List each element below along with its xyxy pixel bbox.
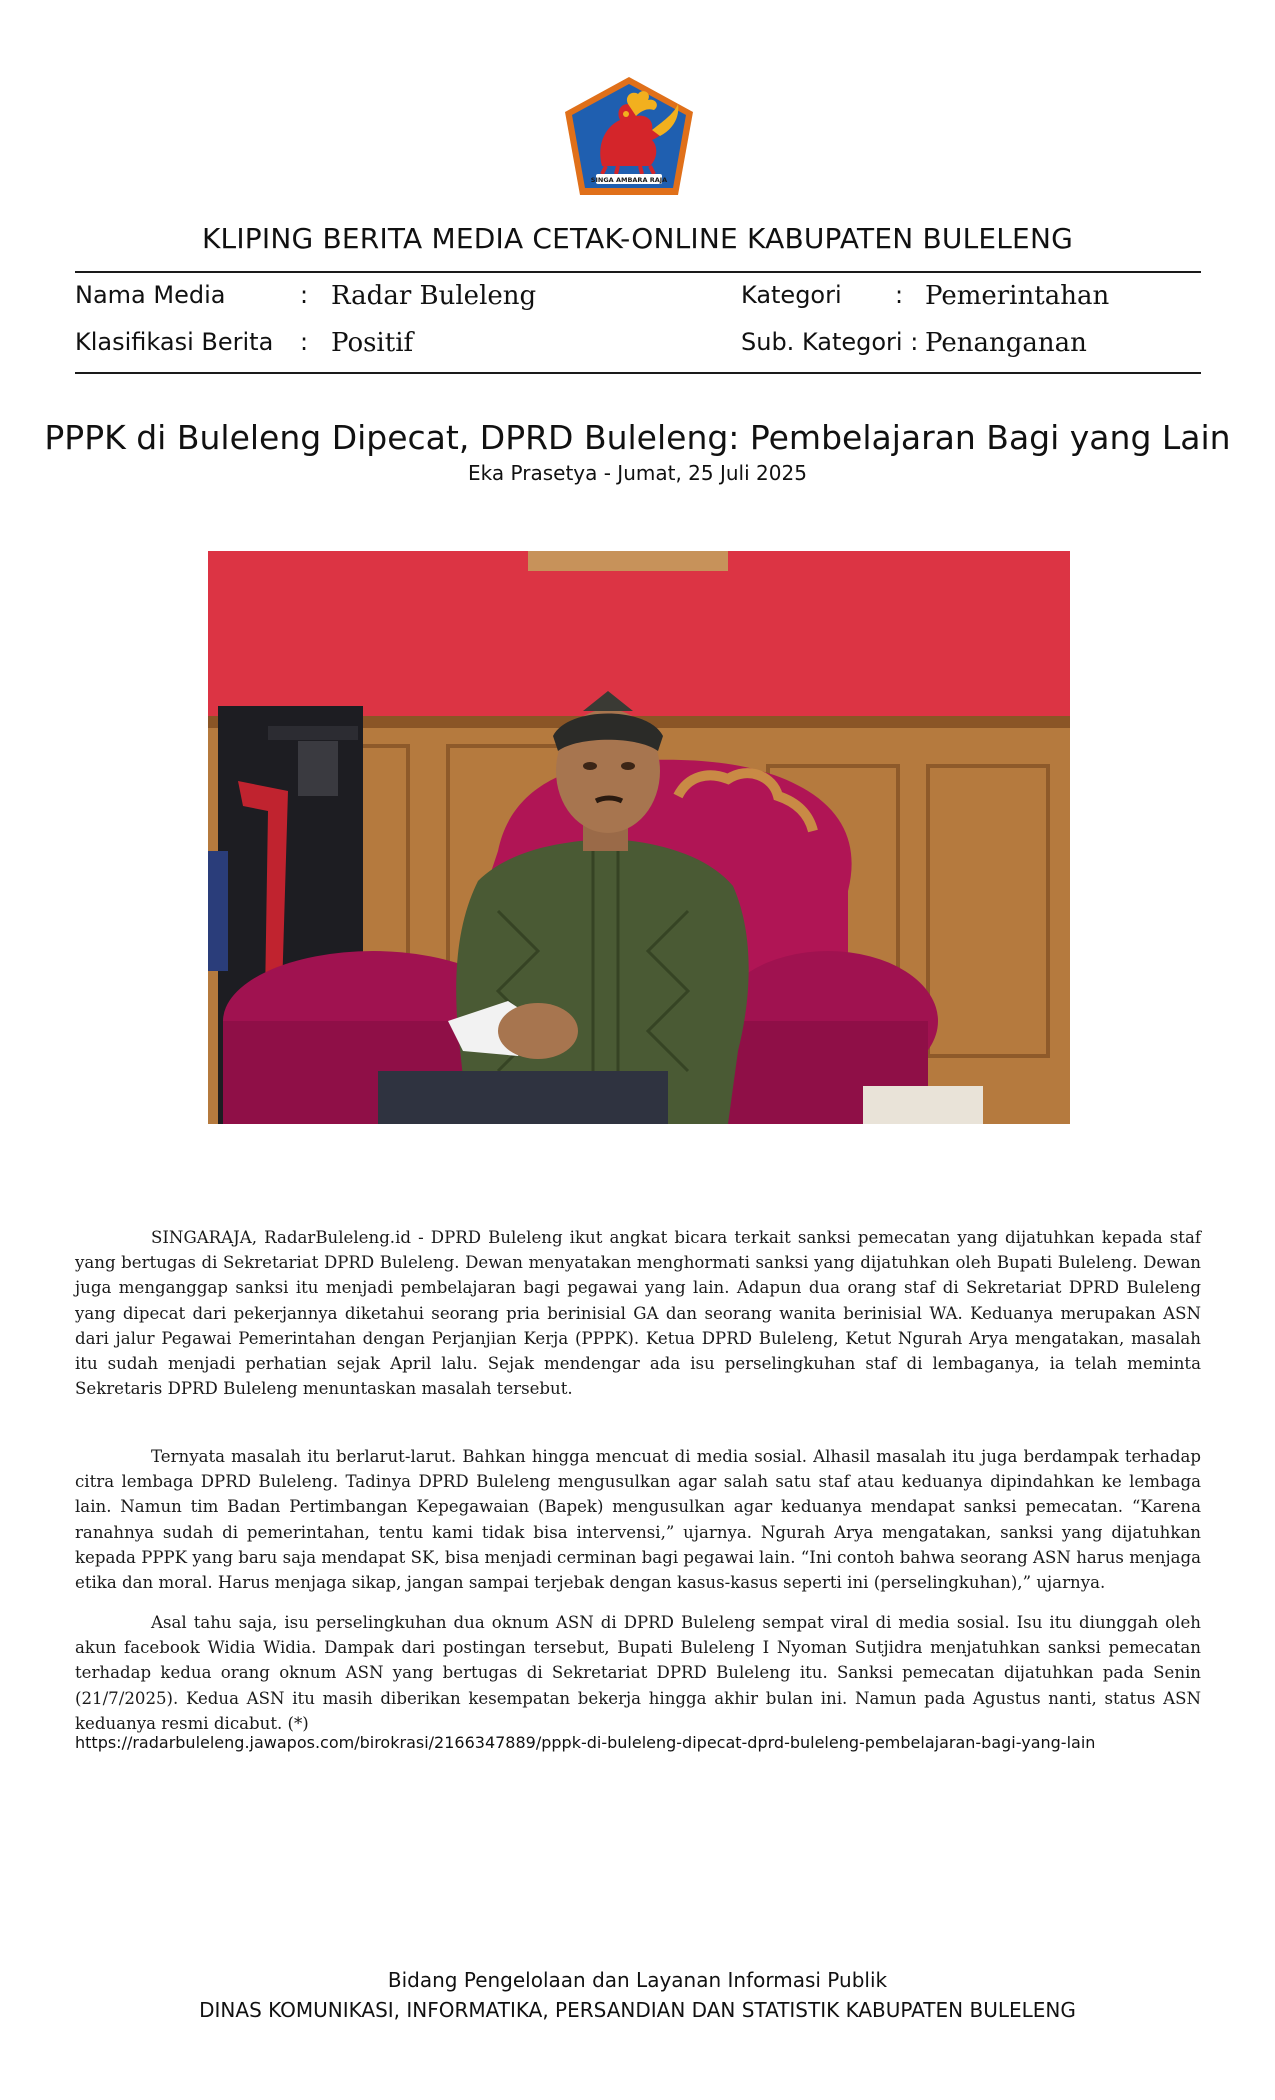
header-divider-bottom [75,372,1201,374]
kategori-value: Pemerintahan [925,281,1110,311]
source-link[interactable]: https://radarbuleleng.jawapos.com/birokrasi/2166347889/pppk-di-buleleng-dipecat-dprd-buleleng-pembelajaran-bagi-yang-lain [75,1733,1096,1752]
article-paragraph: Ternyata masalah itu berlarut-larut. Bahkan hingga mencuat di media sosial. Alhasil masalah itu juga berdampak terhadap citra lembaga DPRD Buleleng. Tadinya DPRD Buleleng mengusulkan agar salah satu staf atau keduanya dipindahkan ke lembaga lain. Namun tim Badan Pertimbangan Kepegawaian (Bapek) mengusulkan agar keduanya mendapat sanksi pemecatan. “Karena ranahnya sudah di pemerintahan, tentu kami tidak bisa intervensi,” ujarnya. Ngurah Arya mengatakan, sanksi yang dijatuhkan kepada PPPK yang baru saja mendapat SK, bisa menjadi cerminan bagi pegawai lain. “Ini contoh bahwa seorang ASN harus menjaga etika dan moral. Harus menjaga sikap, jangan sampai terjebak dengan kasus-kasus seperti ini (perselingkuhan),” ujarnya. [75,1447,1201,1593]
nama-media-label: Nama Media [75,281,226,309]
article-paragraph: Asal tahu saja, isu perselingkuhan dua oknum ASN di DPRD Buleleng sempat viral di media sosial. Isu itu diunggah oleh akun facebook Widia Widia. Dampak dari postingan tersebut, Bupati Buleleng I Nyoman Sutjidra menjatuhkan sanksi pemecatan terhadap kedua orang oknum ASN yang bertugas di Sekretariat DPRD Buleleng itu. Sanksi pemecatan dijatuhkan pada Senin (21/7/2025). Kedua ASN itu masih diberikan kesempatan bekerja hingga akhir bulan ini. Namun pada Agustus nanti, status ASN keduanya resmi dicabut. (*) [75,1613,1201,1733]
article-paragraph: SINGARAJA, RadarBuleleng.id - DPRD Buleleng ikut angkat bicara terkait sanksi pemecatan yang dijatuhkan kepada staf yang bertugas di Sekretariat DPRD Buleleng. Dewan menyatakan menghormati sanksi yang dijatuhkan oleh Bupati Buleleng. Dewan juga menganggap sanksi itu menjadi pembelajaran bagi pegawai yang lain. Adapun dua orang staf di Sekretariat DPRD Buleleng yang dipecat dari pekerjannya diketahui seorang pria berinisial GA dan seorang wanita berinisial WA. Keduanya merupakan ASN dari jalur Pegawai Pemerintahan dengan Perjanjian Kerja (PPPK). Ketua DPRD Buleleng, Ketut Ngurah Arya mengatakan, masalah itu sudah menjadi perhatian sejak April lalu. Sejak mendengar ada isu perselingkuhan staf di lembaganya, ia telah meminta Sekretaris DPRD Buleleng menuntaskan masalah tersebut. [75,1228,1201,1399]
klasifikasi-label: Klasifikasi Berita [75,328,274,356]
kabupaten-buleleng-crest-icon [562,74,696,198]
sub-kategori-label: Sub. Kategori : [741,328,919,356]
article-byline: Eka Prasetya - Jumat, 25 Juli 2025 [468,461,807,485]
clipping-title: KLIPING BERITA MEDIA CETAK-ONLINE KABUPATEN BULELENG [201,222,1073,255]
kategori-label: Kategori [741,281,842,309]
klasifikasi-colon: : [300,328,309,356]
footer-department: Bidang Pengelolaan dan Layanan Informasi Publik [387,1968,888,1992]
kategori-colon: : [895,281,904,309]
header-divider-top [75,271,1201,273]
logo-motto: SINGA AMBARA RAJA [590,176,668,184]
article-headline: PPPK di Buleleng Dipecat, DPRD Buleleng: Pembelajaran Bagi yang Lain [44,418,1231,457]
article-photo [208,551,1070,1124]
footer-agency: DINAS KOMUNIKASI, INFORMATIKA, PERSANDIAN DAN STATISTIK KABUPATEN BULELENG [199,1998,1076,2022]
nama-media-value: Radar Buleleng [331,281,537,311]
nama-media-colon: : [300,281,309,309]
sub-kategori-value: Penanganan [925,328,1087,358]
klasifikasi-value: Positif [331,328,414,358]
